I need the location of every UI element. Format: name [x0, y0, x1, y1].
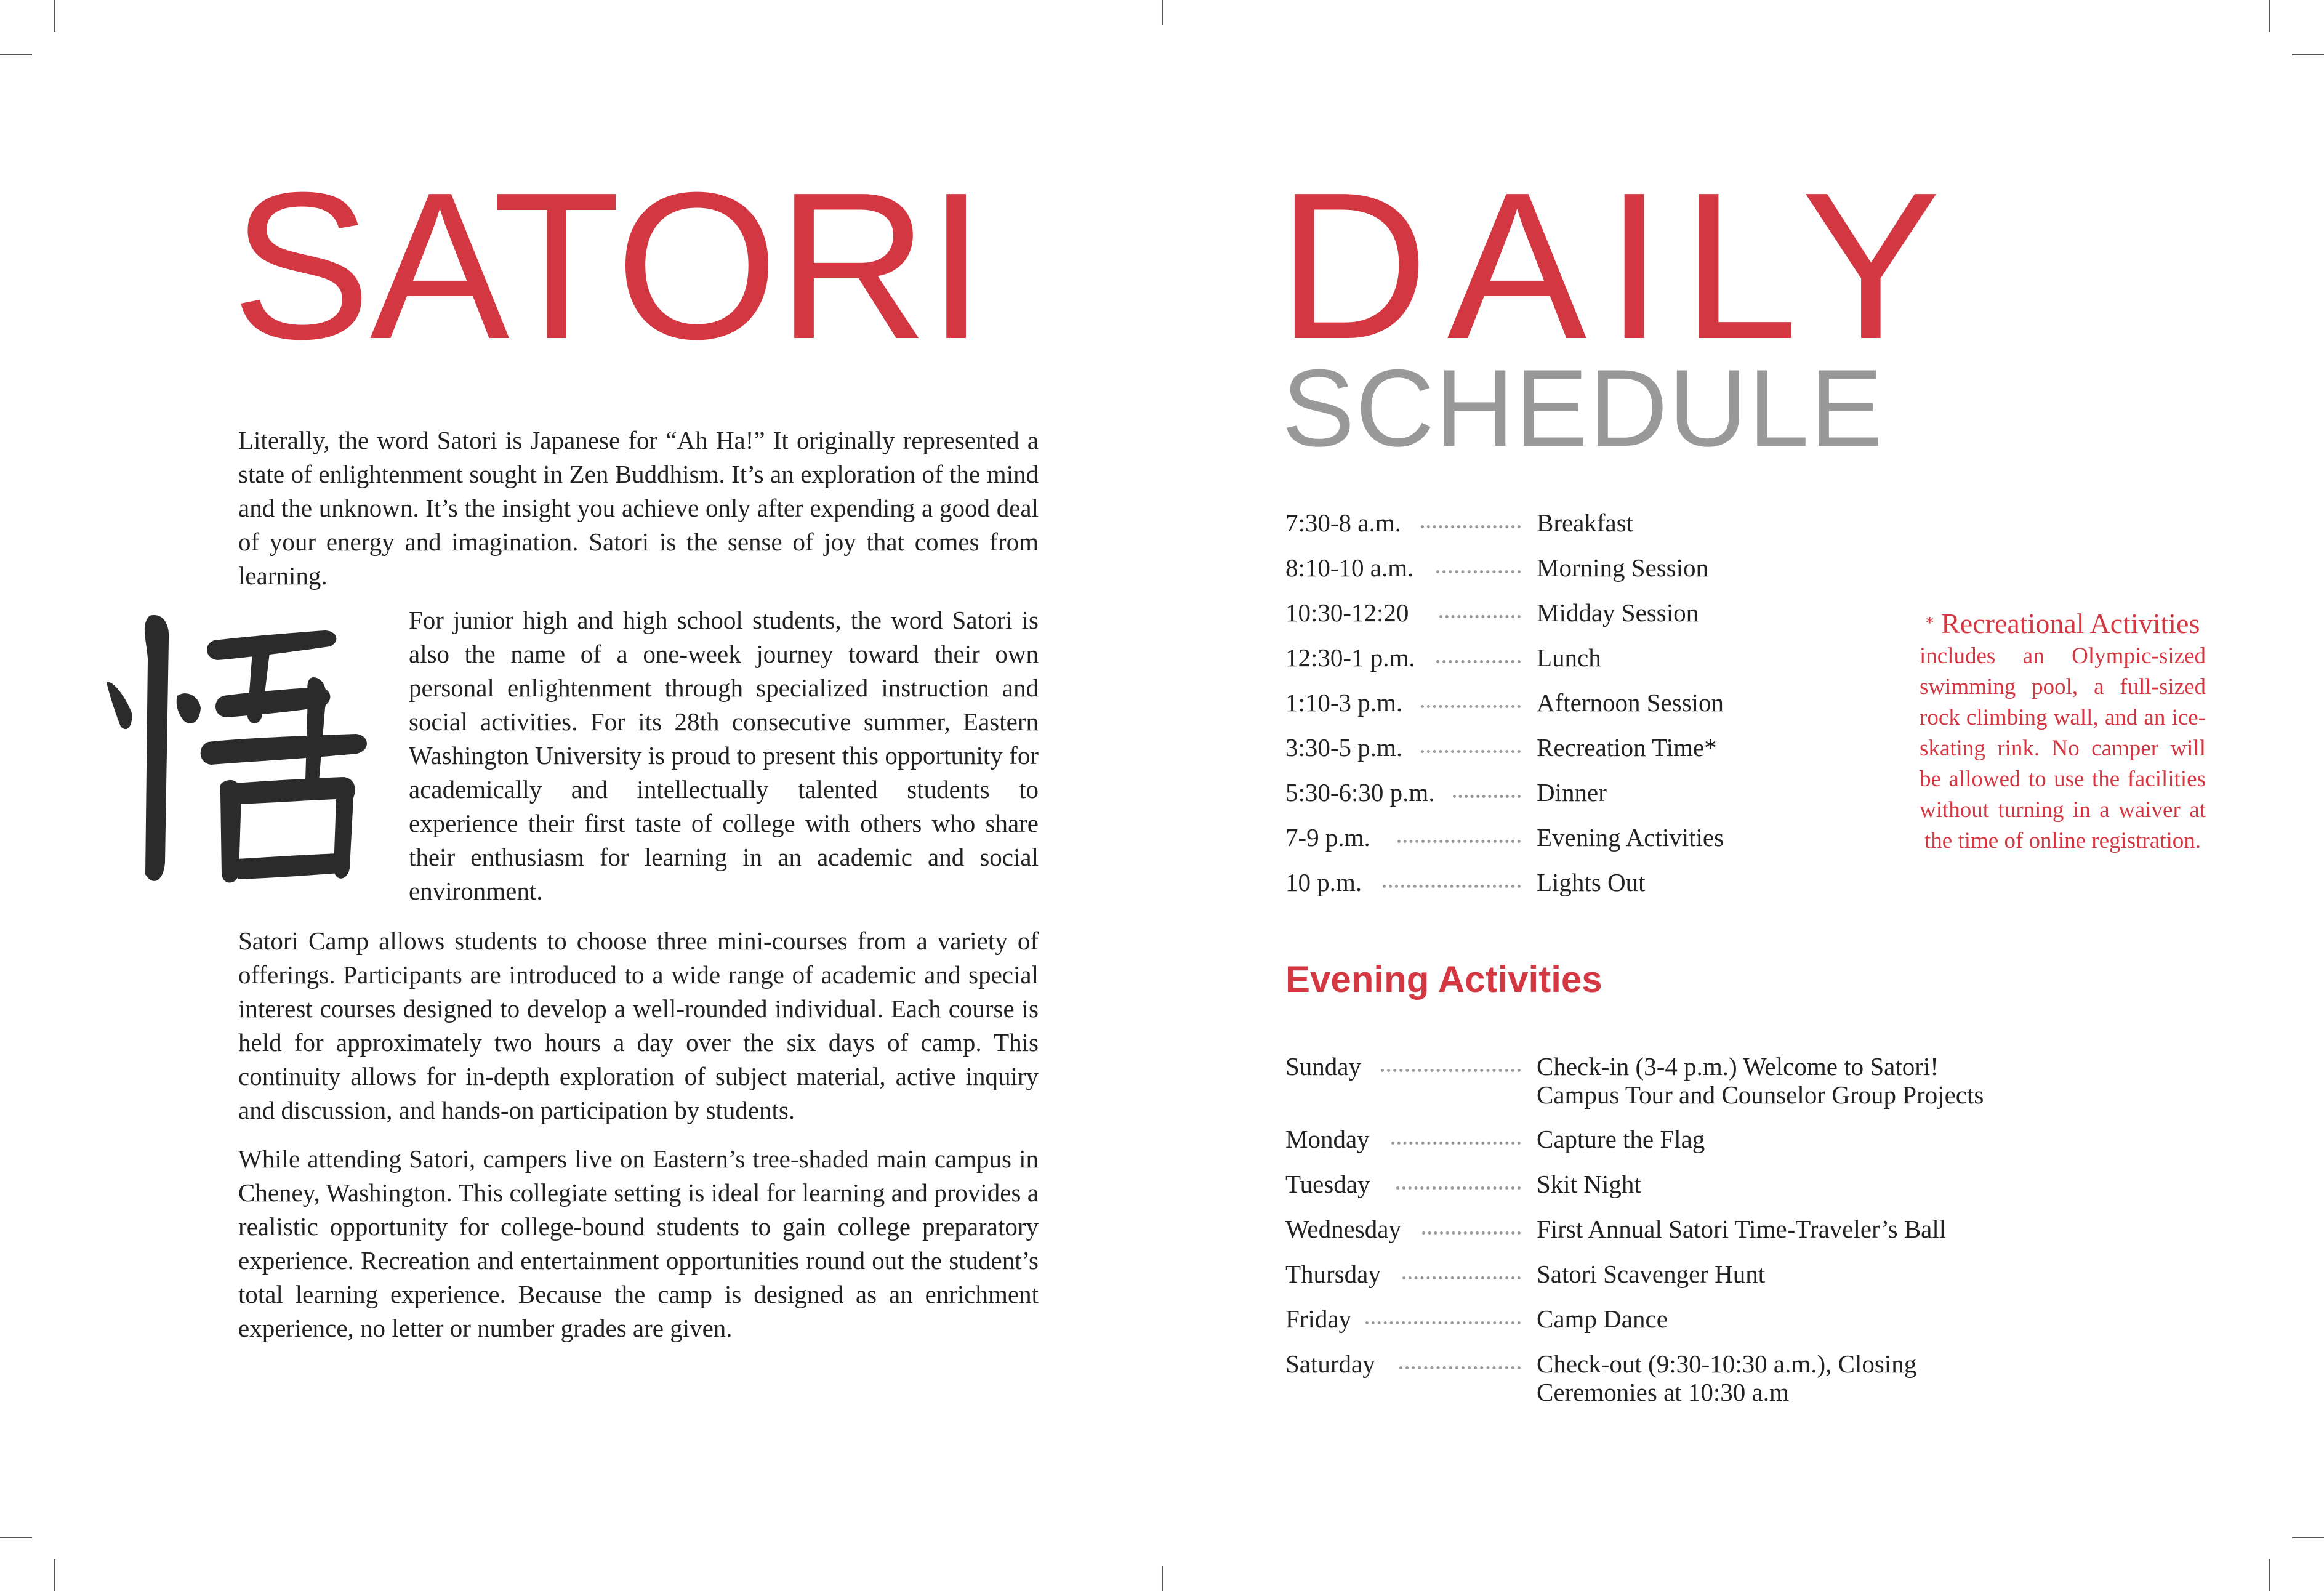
campus-paragraph: While attending Satori, campers live on Eastern’s tree-shaded main campus in Cheney, Washington. This collegiate setting is ideal for learning and provides a realistic opportunity for college-bound students to gain college preparatory experience. Recreation and entertainment opportunities round out the student’s total learning experience. Because the camp is designed as an enrichment experience, no letter or number grades are given. — [238, 1145, 1039, 1342]
dot-leader — [1421, 525, 1521, 528]
evening-activity: First Annual Satori Time-Traveler’s Ball — [1537, 1215, 1947, 1243]
dot-leader — [1436, 570, 1521, 573]
dot-leader — [1436, 660, 1521, 663]
evening-activity: Satori Scavenger Hunt — [1537, 1260, 1766, 1288]
evening-day: Saturday — [1285, 1350, 1375, 1378]
crop-mark — [2269, 1559, 2270, 1591]
schedule-activity: Breakfast — [1537, 509, 1634, 537]
dot-leader — [1421, 750, 1521, 753]
dot-leader — [1422, 1231, 1521, 1235]
program-paragraph: For junior high and high school students, the word Satori is also the name of a one-week journey toward their own personal enlightenment through specialized instruction and social activities. For its 28th consecutive summer, Eastern Washington University is proud to present this opportunity for academically and intellectually talented students to experience their first taste of college with others who share their enthusiasm for learning in an academic and social environment. — [409, 606, 1039, 905]
page-title-daily: DAILY — [1277, 149, 1960, 383]
crop-mark — [2292, 54, 2324, 55]
evening-day: Tuesday — [1285, 1170, 1370, 1198]
crop-mark — [2292, 1537, 2324, 1538]
evening-day: Sunday — [1285, 1052, 1361, 1081]
schedule-time: 7-9 p.m. — [1285, 823, 1370, 852]
schedule-activity: Evening Activities — [1537, 823, 1724, 852]
evening-activities-heading: Evening Activities — [1285, 959, 1602, 1000]
evening-activity: Capture the Flag — [1537, 1125, 1705, 1153]
evening-day: Monday — [1285, 1125, 1370, 1153]
schedule-time: 7:30-8 a.m. — [1285, 509, 1401, 537]
schedule-activity: Recreation Time* — [1537, 733, 1717, 762]
recreation-note-body: includes an Olympic-sized swimming pool, a full-sized rock climbing wall, and an ice-skating rink. No camper will be allowed to use the facilities without turning in a waiver at the time of online registration. — [1920, 643, 2206, 853]
dot-leader — [1453, 795, 1521, 798]
schedule-activity: Midday Session — [1537, 598, 1699, 627]
schedule-activity: Morning Session — [1537, 554, 1709, 582]
dot-leader — [1383, 885, 1521, 888]
crop-mark — [1162, 0, 1163, 25]
crop-mark — [0, 54, 32, 55]
intro-paragraph: Literally, the word Satori is Japanese for “Ah Ha!” It originally represented a state of enlightenment sought in Zen Buddhism. It’s an exploration of the mind and the unknown. It’s the insight you achieve only after expending a good deal of your energy and imagination. Satori is the sense of joy that comes from learning. — [238, 426, 1039, 590]
dot-leader — [1402, 1276, 1521, 1279]
dot-leader — [1399, 1366, 1521, 1369]
crop-mark — [0, 1537, 32, 1538]
dot-leader — [1439, 615, 1521, 618]
crop-mark — [54, 0, 55, 32]
recreation-title-text: Recreational Activities — [1941, 608, 2200, 639]
schedule-activity: Lights Out — [1537, 868, 1646, 896]
schedule-time: 10:30-12:20 — [1285, 598, 1409, 627]
dot-leader — [1397, 840, 1521, 843]
schedule-time: 10 p.m. — [1285, 868, 1362, 896]
evening-day: Wednesday — [1285, 1215, 1401, 1243]
schedule-time: 5:30-6:30 p.m. — [1285, 778, 1435, 807]
dot-leader — [1396, 1186, 1521, 1190]
evening-day: Thursday — [1285, 1260, 1381, 1288]
recreation-note-title — [1920, 606, 2206, 641]
recreation-note — [1920, 606, 2206, 856]
evening-day: Friday — [1285, 1305, 1352, 1333]
crop-mark — [1162, 1566, 1163, 1591]
evening-activity: Check-in (3-4 p.m.) Welcome to Satori! — [1537, 1052, 1939, 1081]
evening-activity-line2: Campus Tour and Counselor Group Projects — [1537, 1081, 1984, 1109]
schedule-time: 12:30-1 p.m. — [1285, 643, 1415, 672]
satori-kanji-calligraphy — [91, 603, 374, 893]
dot-leader — [1381, 1069, 1521, 1072]
evening-activity-line2: Ceremonies at 10:30 a.m — [1537, 1378, 1789, 1406]
evening-activity: Check-out (9:30-10:30 a.m.), Closing — [1537, 1350, 1917, 1378]
dot-leader — [1421, 705, 1521, 708]
schedule-time: 3:30-5 p.m. — [1285, 733, 1403, 762]
asterisk: * — [1925, 614, 1934, 633]
courses-paragraph: Satori Camp allows students to choose three mini-courses from a variety of offerings. Participants are introduced to a wide range of academic and special interest courses designed to develop a well-rounded individual. Each course is held for approximately two hours a day over the six days of camp. This continuity allows for in-depth exploration of subject material, active inquiry and discussion, and hands-on participation by students. — [238, 927, 1039, 1124]
evening-activity: Skit Night — [1537, 1170, 1641, 1198]
schedule-time: 8:10-10 a.m. — [1285, 554, 1414, 582]
schedule-time: 1:10-3 p.m. — [1285, 688, 1403, 717]
page-title-satori: SATORI — [231, 149, 984, 383]
page-subtitle-schedule: SCHEDULE — [1282, 347, 1884, 469]
evening-activity: Camp Dance — [1537, 1305, 1668, 1333]
schedule-activity: Afternoon Session — [1537, 688, 1724, 717]
dot-leader — [1365, 1321, 1521, 1324]
dot-leader — [1391, 1142, 1521, 1145]
schedule-activity: Dinner — [1537, 778, 1607, 807]
crop-mark — [54, 1559, 55, 1591]
schedule-activity: Lunch — [1537, 643, 1601, 672]
crop-mark — [2269, 0, 2270, 32]
